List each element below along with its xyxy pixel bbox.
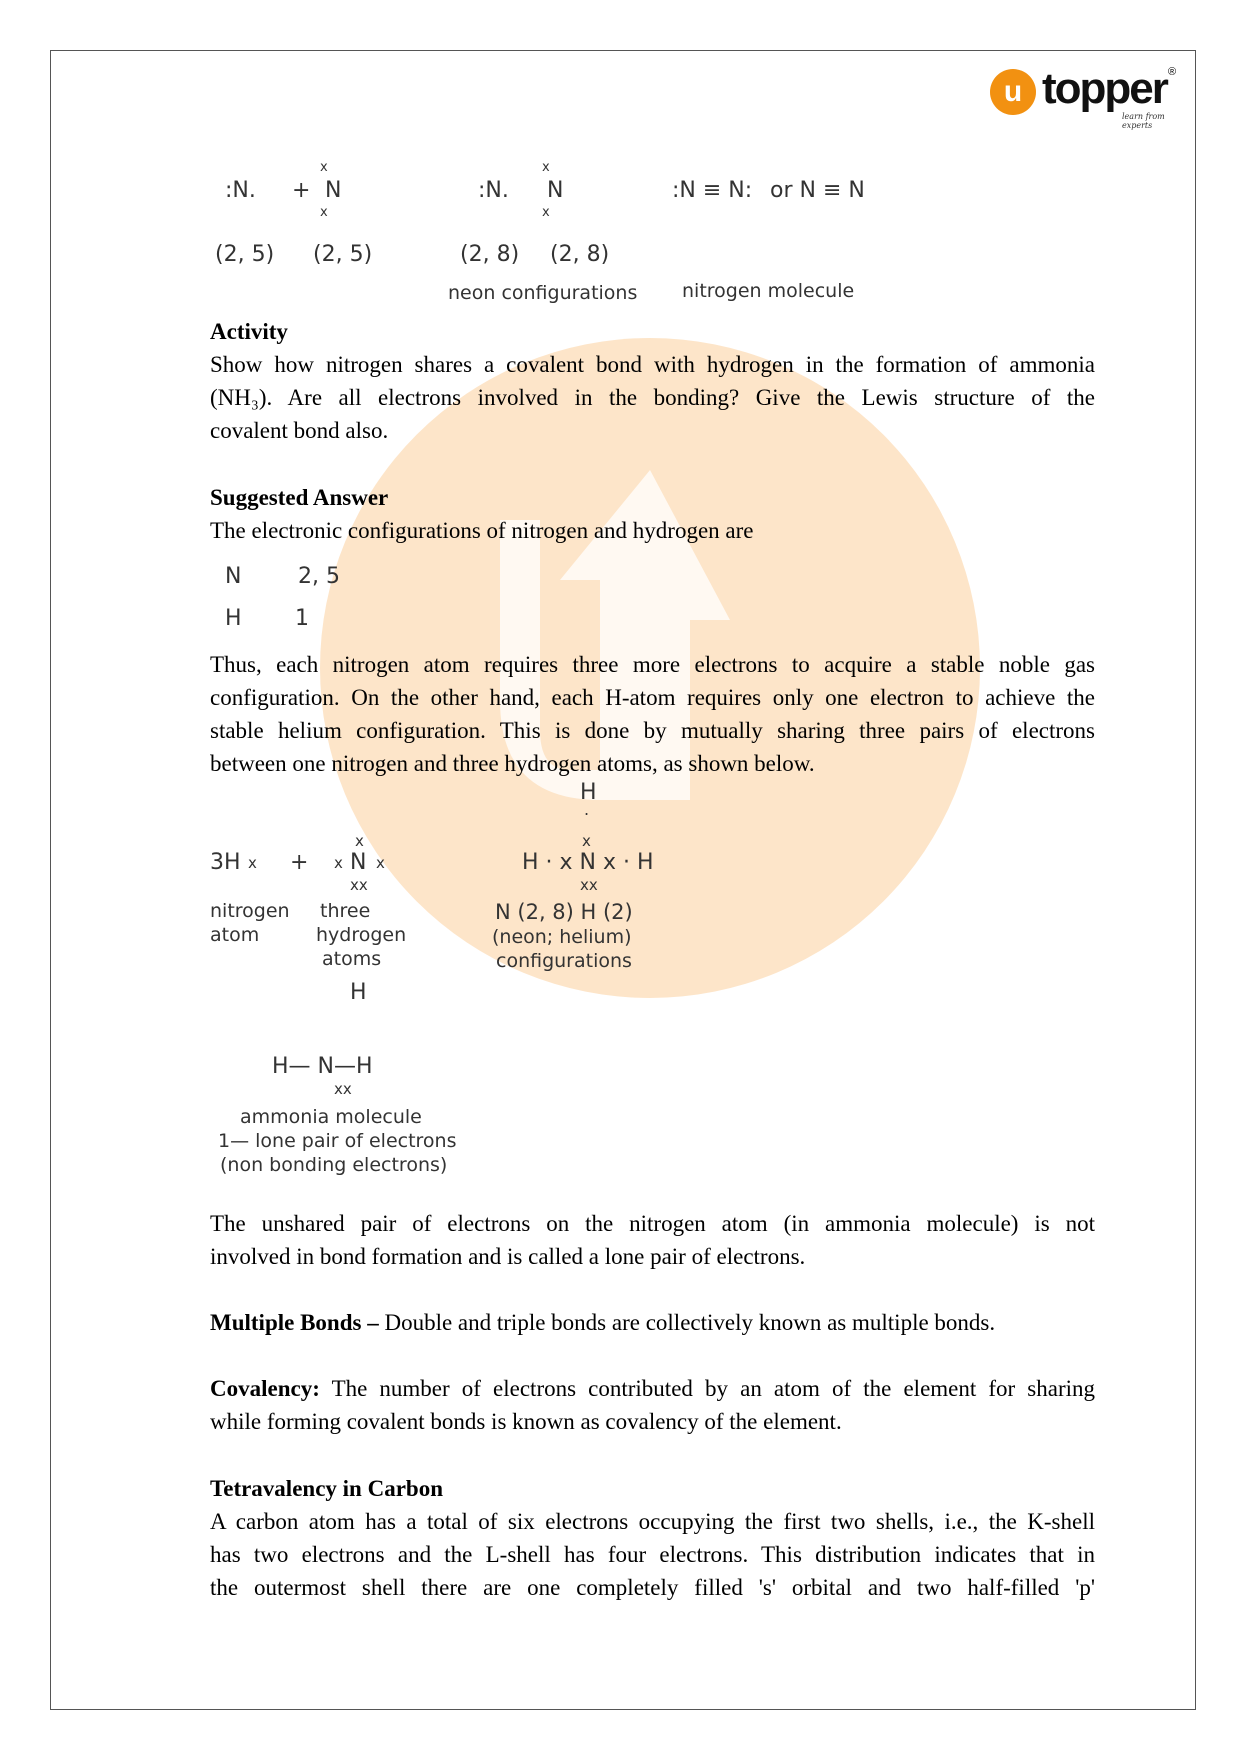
config-label: (2, 5) (215, 242, 275, 267)
ammonia-formation-figure (210, 780, 690, 1200)
answer-heading: Suggested Answer (210, 485, 389, 510)
covalency-paragraph (210, 1372, 1095, 1438)
lone-pair-paragraph (210, 1207, 1095, 1273)
config-label: (2, 5) (313, 242, 373, 267)
nitrogen-molecule-figure (210, 150, 880, 310)
x-mark: x (582, 832, 591, 850)
lone-pair-xx: xx (580, 876, 598, 894)
lone-pair-xx: xx (350, 876, 368, 894)
covalency-text: The number of electrons contributed by an atom of the element for sharing (331, 1376, 1095, 1401)
ammonia-caption: 1— lone pair of electrons (218, 1130, 457, 1152)
element-config: 1 (295, 606, 309, 631)
multiple-bonds-text: Double and triple bonds are collectively known as multiple bonds. (384, 1310, 996, 1335)
lone-pair-line: involved in bond formation and is called a lone pair of electrons. (210, 1244, 806, 1269)
element-symbol: N (225, 564, 242, 589)
tetravalency-section (210, 1472, 1095, 1604)
lone-pair-xx: xx (334, 1080, 352, 1098)
hydrogen-label: atoms (322, 948, 382, 970)
tetravalency-line: has two electrons and the L-shell has four electrons. This distribution indicates that in (210, 1542, 1095, 1567)
answer-intro: The electronic configurations of nitrogen and hydrogen are (210, 518, 754, 543)
answer-line: stable helium configuration. This is done by mutually sharing three pairs of electrons (210, 718, 1095, 743)
logo-tagline: learn from experts (1122, 112, 1165, 130)
covalency-line: while forming covalent bonds is known as covalency of the element. (210, 1409, 842, 1434)
answer-line: configuration. On the other hand, each H-atom requires only one electron to achieve the (210, 685, 1095, 710)
tetravalency-line: the outermost shell there are one completely filled 's' orbital and two half-filled 'p' (210, 1575, 1095, 1600)
tetravalency-line: A carbon atom has a total of six electrons occupying the first two shells, i.e., the K-shell (210, 1509, 1095, 1534)
product-config: N (2, 8) H (2) (495, 900, 633, 924)
ammonia-caption: (non bonding electrons) (220, 1154, 448, 1176)
hydrogen-label: three (320, 900, 371, 922)
x-mark: x (334, 854, 343, 872)
covalency-line (210, 1372, 1095, 1405)
x-mark: x (355, 832, 364, 850)
nitrogen-molecule-caption: nitrogen molecule (682, 280, 855, 302)
element-config: 2, 5 (298, 564, 340, 589)
activity-section (210, 315, 1095, 447)
x-mark: x (320, 205, 328, 220)
n-atom-right: N (325, 178, 342, 203)
topper-logo (990, 66, 1180, 130)
multiple-bonds-heading: Multiple Bonds – (210, 1310, 379, 1335)
covalency-heading: Covalency: (210, 1376, 320, 1401)
activity-line: covalent bond also. (210, 418, 389, 443)
x-mark: x (320, 160, 328, 175)
plus-sign: + (292, 178, 311, 203)
answer-paragraph (210, 648, 1095, 780)
config-table (210, 560, 370, 640)
n-atom-right: N (547, 178, 564, 203)
config-label: (2, 8) (460, 242, 520, 267)
x-mark: x (376, 854, 385, 872)
activity-line: (NH₃). Are all electrons involved in the bonding? Give the Lewis structure of the (210, 385, 1095, 410)
neon-caption: neon configurations (448, 282, 638, 304)
triple-bond-formula: :N ≡ N: (672, 178, 753, 203)
product-dot: . (584, 800, 590, 819)
three-hydrogen: 3H (210, 850, 241, 875)
product-config: configurations (496, 950, 632, 972)
registered-mark: ® (1168, 66, 1177, 78)
element-symbol: H (225, 606, 242, 631)
activity-line: Show how nitrogen shares a covalent bond with hydrogen in the formation of ammonia (210, 352, 1095, 377)
multiple-bonds-paragraph (210, 1306, 1095, 1339)
config-label: (2, 8) (550, 242, 610, 267)
logo-badge-icon: u (990, 69, 1036, 115)
multiple-bonds-line (210, 1306, 1095, 1339)
plus-sign: + (290, 850, 309, 875)
product-config: (neon; helium) (492, 926, 632, 948)
ammonia-caption: ammonia molecule (240, 1106, 422, 1128)
product-h-top: H (580, 780, 597, 805)
product-line: H · x N x · H (522, 850, 654, 875)
n-atom-left: :N. (478, 178, 509, 203)
triple-bond-alt: or N ≡ N (770, 178, 865, 203)
lone-pair-line: The unshared pair of electrons on the nitrogen atom (in ammonia molecule) is not (210, 1211, 1095, 1236)
answer-line: between one nitrogen and three hydrogen atoms, as shown below. (210, 751, 815, 776)
answer-section (210, 481, 1095, 547)
x-mark: x (248, 854, 257, 872)
nitrogen-label: nitrogen (210, 900, 290, 922)
answer-line: Thus, each nitrogen atom requires three more electrons to acquire a stable noble gas (210, 652, 1095, 677)
ammonia-structure: H— N—H (272, 1054, 373, 1079)
logo-wordmark: topper (1042, 64, 1167, 113)
nitrogen-label: atom (210, 924, 260, 946)
tetravalency-heading: Tetravalency in Carbon (210, 1476, 443, 1501)
n-atom-left: :N. (225, 178, 256, 203)
x-mark: x (542, 205, 550, 220)
activity-heading: Activity (210, 319, 288, 344)
x-mark: x (542, 160, 550, 175)
nitrogen-symbol: N (350, 850, 367, 875)
hydrogen-label: hydrogen (316, 924, 407, 946)
ammonia-h-top: H (350, 980, 367, 1005)
